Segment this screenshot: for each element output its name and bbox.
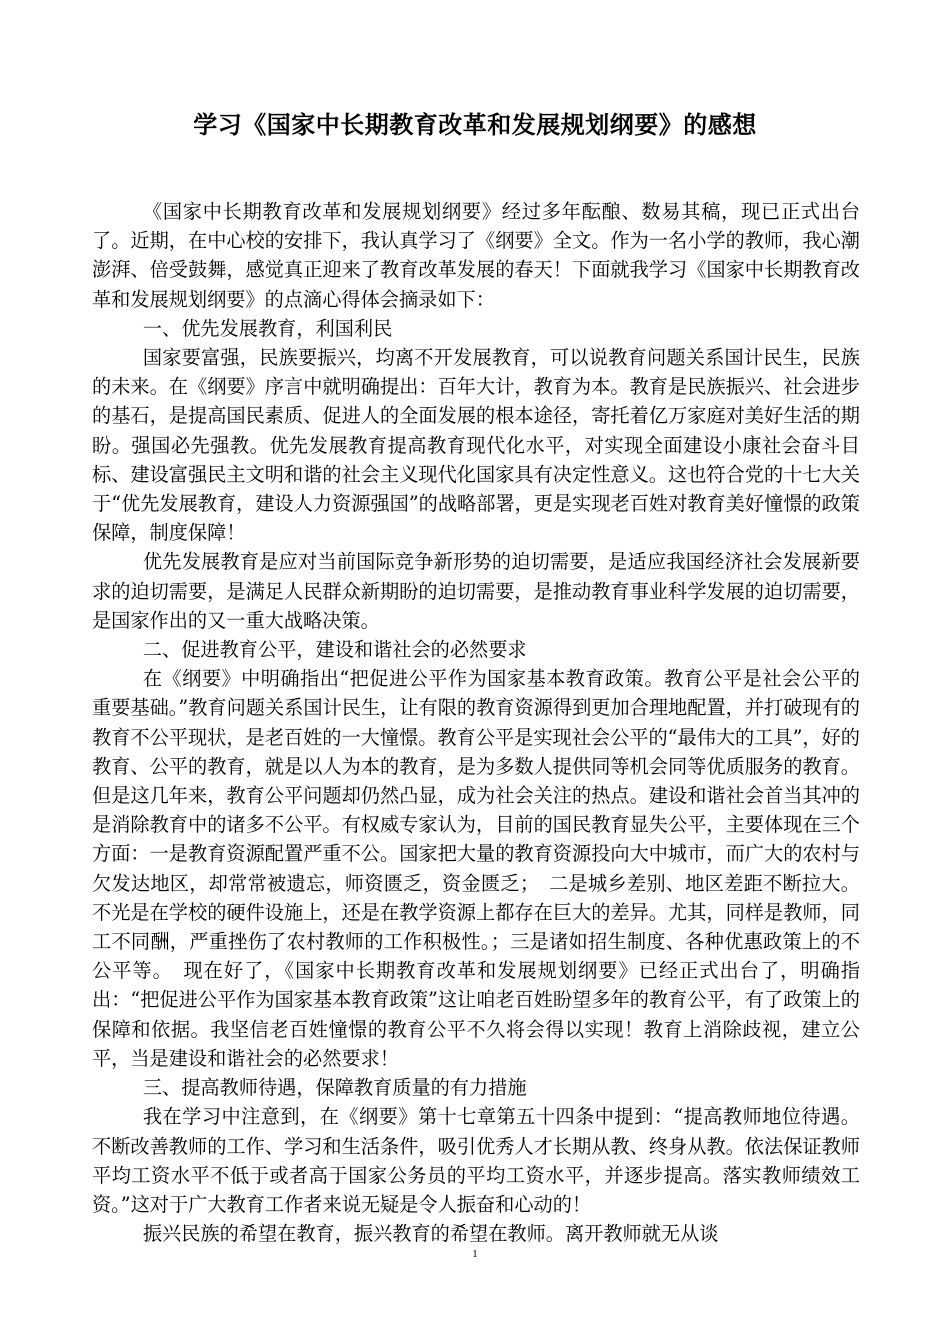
section-heading-1: 一、优先发展教育，利国利民 xyxy=(142,316,393,340)
body-paragraph: 国家要富强，民族要振兴，均离不开发展教育，可以说教育问题关系国计民生，民族的未来。在《纲要》序言中就明确提出：百年大计，教育为本。教育是民族振兴、社会进步的基石，是提高国民素质、促进人的全面发展的根本途径，寄托着亿万家庭对美好生活的期盼。强国必先强教。优先发展教育提高教育现代化水平，对实现全面建设小康社会奋斗目标、建设富强民主文明和谐的社会主义现代化国家具有决定性意义。这也符合党的十七大关于“优先发展教育，建设人力资源强国”的战略部署，更是实现老百姓对教育美好憧憬的政策保障，制度保障！ xyxy=(92,346,860,545)
document-title: 学习《国家中长期教育改革和发展规划纲要》的感想 xyxy=(193,110,757,139)
body-paragraph: 我在学习中注意到，在《纲要》第十七章第五十四条中提到：“提高教师地位待遇。不断改善教师的工作、学习和生活条件，吸引优秀人才长期从教、终身从教。依法保证教师平均工资水平不低于或者高于国家公务员的平均工资水平，并逐步提高。落实教师绩效工资。”这对于广大教育工作者来说无疑是令人振奋和心动的！ xyxy=(92,1105,860,1216)
body-paragraph: 在《纲要》中明确指出“把促进公平作为国家基本教育政策。教育公平是社会公平的重要基础。”教育问题关系国计民生，让有限的教育资源得到更加合理地配置，并打破现有的教育不公平现状，是老百姓的一大憧憬。教育公平是实现社会公平的“最伟大的工具”，好的教育、公平的教育，就是以人为本的教育，是为多数人提供同等机会同等优质服务的教育。但是这几年来，教育公平问题却仍然凸显，成为社会关注的热点。建设和谐社会首当其冲的是消除教育中的诸多不公平。有权威专家认为，目前的国民教育显失公平，主要体现在三个方面：一是教育资源配置严重不公。国家把大量的教育资源投向大中城市，而广大的农村与欠发达地区，却常常被遗忘，师资匮乏，资金匮乏； 二是城乡差别、地区差距不断拉大。不光是在学校的硬件设施上，还是在教学资源上都存在巨大的差异。尤其，同样是教师，同工不同酬，严重挫伤了农村教师的工作积极性。；三是诸如招生制度、各种优惠政策上的不公平等。 现在好了，《国家中长期教育改革和发展规划纲要》已经正式出台了，明确指出：“把促进公平作为国家基本教育政策”这让咱老百姓盼望多年的教育公平，有了政策上的保障和依据。我坚信老百姓憧憬的教育公平不久将会得以实现！教育上消除歧视，建立公平，当是建设和谐社会的必然要求！ xyxy=(92,667,860,1070)
body-paragraph: 振兴民族的希望在教育，振兴教育的希望在教师。离开教师就无从谈 xyxy=(142,1222,719,1246)
section-heading-2: 二、促进教育公平，建设和谐社会的必然要求 xyxy=(142,638,527,662)
intro-paragraph: 《国家中长期教育改革和发展规划纲要》经过多年酝酿、数易其稿，现已正式出台了。近期，在中心校的安排下，我认真学习了《纲要》全文。作为一名小学的教师，我心潮澎湃、倍受鼓舞，感觉真正迎来了教育改革发展的春天！下面就我学习《国家中长期教育改革和发展规划纲要》的点滴心得体会摘录如下： xyxy=(92,200,860,311)
section-heading-3: 三、提高教师待遇，保障教育质量的有力措施 xyxy=(142,1076,527,1100)
body-paragraph: 优先发展教育是应对当前国际竞争新形势的迫切需要，是适应我国经济社会发展新要求的迫切需要，是满足人民群众新期盼的迫切需要，是推动教育事业科学发展的迫切需要，是国家作出的又一重大战略决策。 xyxy=(92,550,860,632)
page-number: 1 xyxy=(472,1248,478,1260)
document-body xyxy=(92,197,860,1248)
